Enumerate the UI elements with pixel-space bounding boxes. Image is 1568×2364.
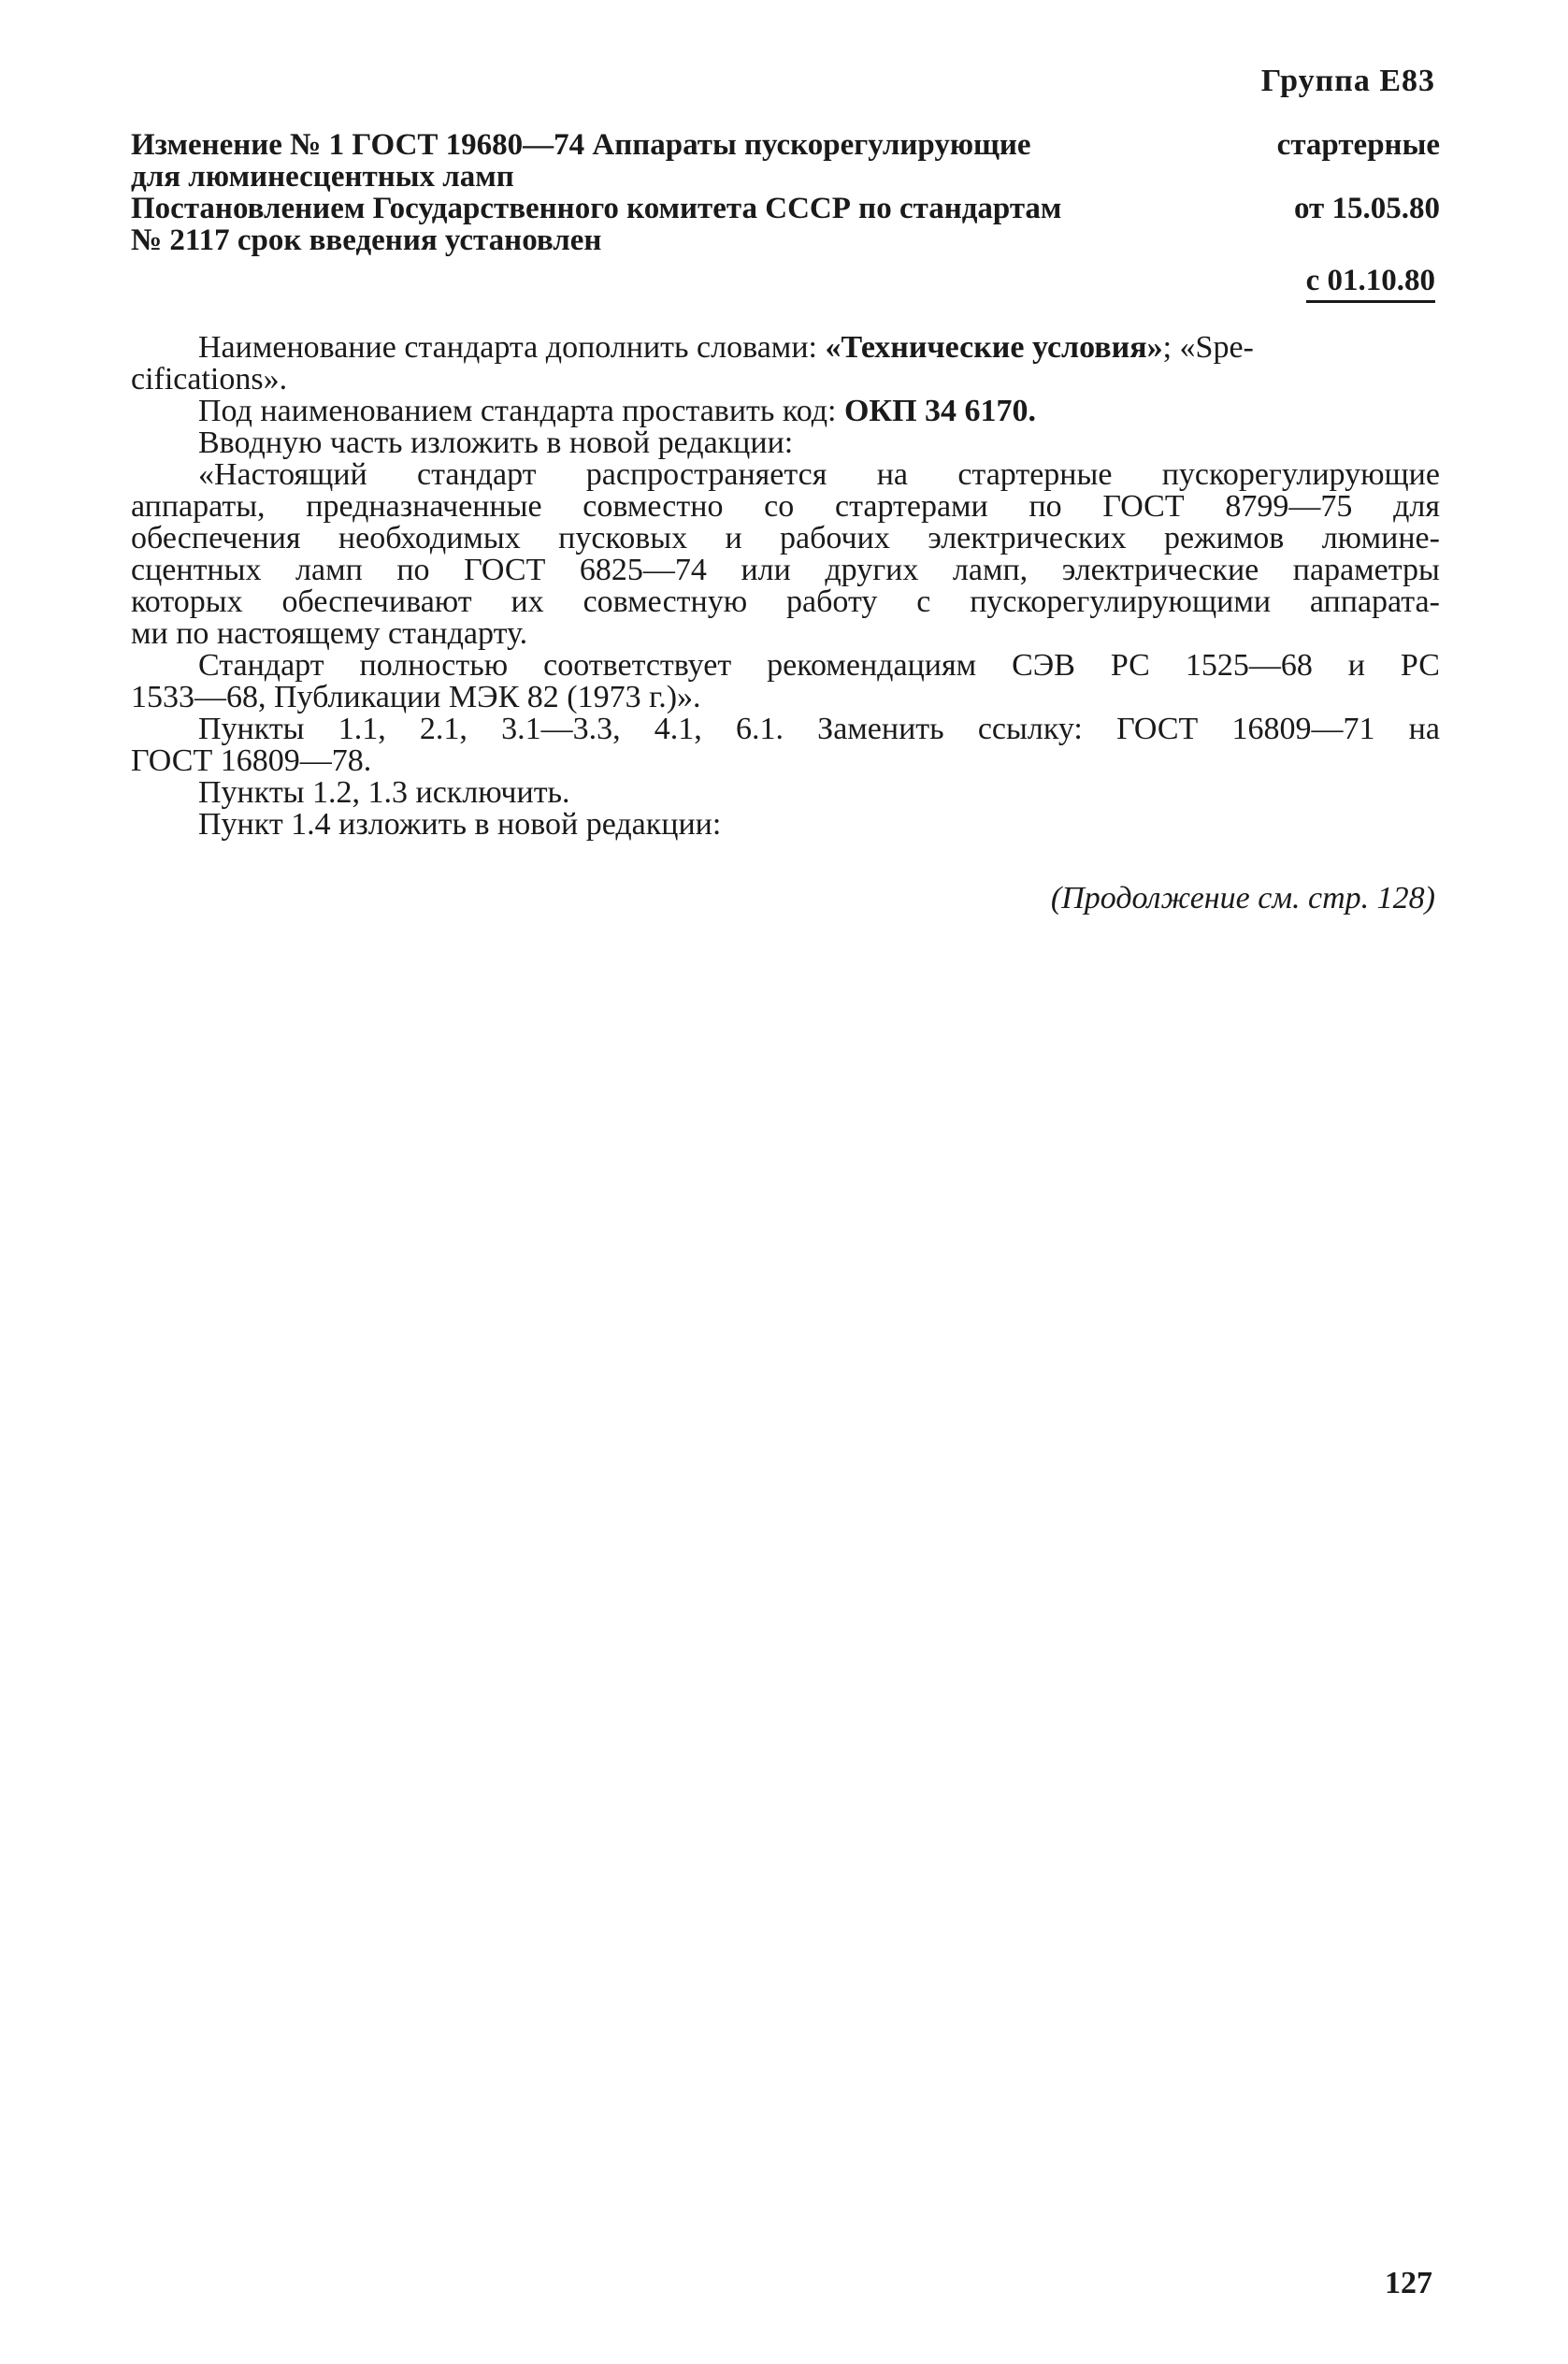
text-line [131,555,1440,586]
word: ГОСТ [464,553,546,587]
word: 1.1, [338,712,386,746]
word: других [825,553,919,587]
word: по [396,553,430,587]
word: с [916,584,931,619]
word: 3.1—3.3, [501,712,621,746]
word: стандарт [417,457,537,492]
word: ГОСТ [1116,712,1199,746]
word: ссылку: [977,712,1083,746]
text-line-content [198,459,1440,491]
word: 1525—68 [1185,648,1313,683]
word: ламп, [952,553,1029,587]
word: пускорегулирующие [1161,457,1440,492]
word: со [764,489,795,524]
text-line-content [131,523,1440,555]
word: по [1029,489,1062,524]
header-title-left: Изменение № 1 ГОСТ 19680—74 Аппараты пускорегулирующие [131,128,1031,162]
text-line [131,618,1440,650]
text-line-content [131,555,1440,586]
word: которых [131,584,243,619]
word: и [725,521,742,555]
text-line [131,714,1440,745]
word: 6825—74 [579,553,707,587]
word: соответствует [543,648,732,683]
header-title-right: стартерные [1276,128,1440,162]
word: аппарата- [1309,584,1440,619]
word: 4.1, [654,712,702,746]
paragraph-text: Под наименованием стандарта проставить код: [198,394,844,428]
word: СЭВ [1012,648,1075,683]
paragraph-text: cifications». [131,362,288,396]
amendment-header [131,129,1440,256]
paragraph-okp-code [131,396,1440,427]
continuation-note: (Продолжение см. стр. 128) [1050,881,1435,915]
word: совместную [583,584,748,619]
word: аппараты, [131,489,266,524]
word: или [741,553,791,587]
word: параметры [1292,553,1440,587]
word: Заменить [817,712,944,746]
paragraph-exclude-items: Пункты 1.2, 1.3 исключить. [198,775,570,810]
word: люмине- [1321,521,1440,555]
text-line-content [198,650,1440,682]
word: электрических [928,521,1127,555]
header-line-4: № 2117 срок введения установлен [131,223,602,257]
word: 16809—71 [1231,712,1375,746]
word: их [511,584,544,619]
word: необходимых [338,521,521,555]
word: обеспечивают [281,584,472,619]
text-line [131,459,1440,491]
word: 6.1. [735,712,784,746]
paragraph-compliance [131,650,1440,714]
page-number: 127 [1385,2266,1432,2300]
paragraph-text: Наименование стандарта дополнить словами: [198,330,826,365]
paragraph-intro-text [131,459,1440,650]
header-line-3 [131,193,1440,224]
text-line-content [131,586,1440,618]
word: полностью [359,648,509,683]
group-label: Группа Е83 [1260,64,1435,98]
word: обеспечения [131,521,301,555]
text-line [131,745,1440,777]
word: электрические [1061,553,1259,587]
word: ГОСТ [1102,489,1185,524]
word: пусковых [558,521,688,555]
paragraph-title-addition [131,332,1440,396]
word: Стандарт [198,648,324,683]
word: рабочих [780,521,890,555]
word: распространяется [585,457,827,492]
word: 2.1, [419,712,468,746]
word: 8799—75 [1225,489,1353,524]
header-line-2: для люминесцентных ламп [131,160,514,194]
word: пускорегулирующими [970,584,1272,619]
word: на [876,457,909,492]
word: стартерные [957,457,1113,492]
word: и [1347,648,1365,683]
word: предназначенные [306,489,542,524]
text-line-content [198,714,1440,745]
word: на [1408,712,1440,746]
amendment-body [131,332,1440,841]
word: для [1393,489,1440,524]
paragraph-reference-replace [131,714,1440,777]
word: режимов [1164,521,1285,555]
text-line-content: ми по настоящему стандарту. [131,616,528,651]
text-line [131,523,1440,555]
paragraph-item-1-4: Пункт 1.4 изложить в новой редакции: [198,807,722,842]
text-line-content: ГОСТ 16809—78. [131,743,372,778]
text-line [131,682,1440,714]
word: Пункты [198,712,305,746]
okp-code: ОКП 34 6170. [843,394,1037,428]
text-line [131,491,1440,523]
word: сцентных [131,553,262,587]
text-line [131,650,1440,682]
effective-date: с 01.10.80 [1306,264,1435,303]
header-line-1 [131,129,1440,161]
word: совместно [583,489,724,524]
word: «Настоящий [198,457,367,492]
text-line-content: 1533—68, Публикации МЭК 82 (1973 г.)». [131,680,701,714]
bold-phrase: «Технические условия» [825,330,1163,365]
paragraph-intro-heading: Вводную часть изложить в новой редакции: [198,425,794,460]
paragraph-text: ; «Spe- [1162,330,1254,365]
header-decree-date: от 15.05.80 [1293,192,1440,225]
word: РС [1400,648,1440,683]
word: работу [786,584,878,619]
word: рекомендациям [767,648,977,683]
header-decree-left: Постановлением Государственного комитета СССР по стандартам [131,192,1062,225]
word: ламп [295,553,363,587]
text-line [131,586,1440,618]
word: стартерами [834,489,988,524]
word: РС [1110,648,1150,683]
text-line-content [131,491,1440,523]
